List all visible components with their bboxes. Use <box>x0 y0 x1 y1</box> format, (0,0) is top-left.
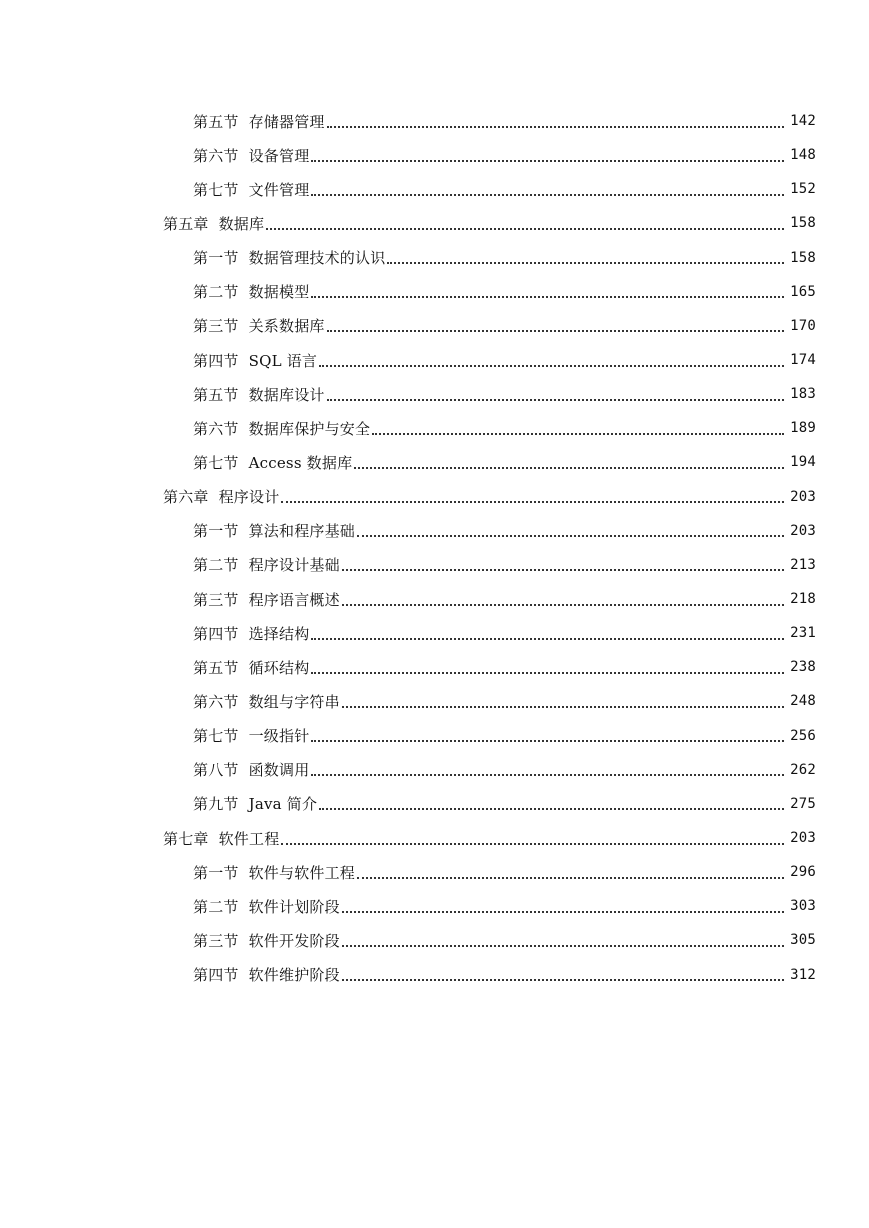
toc-leader-dots <box>311 159 784 162</box>
toc-leader-dots <box>354 466 784 469</box>
toc-entry-number: 第七章 <box>163 829 209 848</box>
toc-entry[interactable] <box>0 309 869 343</box>
toc-chapter-entry[interactable] <box>0 821 869 855</box>
toc-entry-label <box>163 828 279 849</box>
toc-entry[interactable] <box>0 514 869 548</box>
toc-entry-label <box>193 452 352 473</box>
toc-entry-number: 第七节 <box>193 453 239 472</box>
toc-leader-dots <box>281 500 784 503</box>
toc-entry-label <box>193 862 355 883</box>
toc-entry[interactable] <box>0 172 869 206</box>
toc-entry[interactable] <box>0 241 869 275</box>
toc-entry-title: 关系数据库 <box>248 317 325 336</box>
toc-entry-number: 第一节 <box>193 863 239 882</box>
toc-page-number: 256 <box>790 727 816 744</box>
toc-entry-label <box>193 725 309 746</box>
toc-page-number: 238 <box>790 659 816 676</box>
toc-entry-title: 程序语言概述 <box>248 590 340 609</box>
toc-leader-dots <box>327 125 784 128</box>
toc-entry-number: 第六节 <box>193 692 239 711</box>
toc-entry-number: 第六节 <box>193 146 239 165</box>
toc-entry-title: 软件与软件工程 <box>248 863 356 882</box>
toc-entry-title: Access 数据库 <box>248 453 353 472</box>
toc-entry-title: 设备管理 <box>248 146 310 165</box>
toc-entry-label <box>193 930 340 951</box>
toc-leader-dots <box>372 432 784 435</box>
toc-leader-dots <box>319 807 784 810</box>
toc-entry-label <box>193 179 309 200</box>
toc-entry-number: 第八节 <box>193 761 239 780</box>
toc-entry[interactable] <box>0 650 869 684</box>
toc-page-number: 203 <box>790 830 816 847</box>
toc-entry-title: 程序设计 <box>218 488 280 507</box>
toc-entry-title: 算法和程序基础 <box>248 522 356 541</box>
toc-entry[interactable] <box>0 411 869 445</box>
toc-entry-number: 第六章 <box>163 488 209 507</box>
toc-entry-label <box>193 623 309 644</box>
toc-entry-label <box>193 145 309 166</box>
toc-entry-title: 数据模型 <box>248 283 310 302</box>
toc-entry[interactable] <box>0 377 869 411</box>
toc-leader-dots <box>311 637 784 640</box>
toc-entry-number: 第三节 <box>193 317 239 336</box>
toc-page-number: 218 <box>790 591 816 608</box>
toc-entry-label <box>163 213 264 234</box>
toc-entry-number: 第二节 <box>193 897 239 916</box>
toc-entry-label <box>193 315 325 336</box>
toc-entry-label <box>193 896 340 917</box>
toc-entry-label <box>193 793 317 814</box>
toc-entry-number: 第四节 <box>193 624 239 643</box>
toc-leader-dots <box>281 842 784 845</box>
toc-leader-dots <box>342 705 784 708</box>
toc-entry-label <box>163 486 279 507</box>
toc-entry-title: 软件工程 <box>218 829 280 848</box>
toc-entry-title: 数据库保护与安全 <box>248 419 371 438</box>
toc-entry[interactable] <box>0 753 869 787</box>
toc-entry[interactable] <box>0 548 869 582</box>
toc-page-number: 152 <box>790 181 816 198</box>
toc-entry[interactable] <box>0 958 869 992</box>
toc-entry-label <box>193 247 385 268</box>
toc-leader-dots <box>342 944 784 947</box>
toc-leader-dots <box>342 978 784 981</box>
toc-entry-title: 数据库 <box>218 214 265 233</box>
toc-entry-title: 软件开发阶段 <box>248 931 340 950</box>
toc-entry[interactable] <box>0 616 869 650</box>
toc-entry-title: 选择结构 <box>248 624 310 643</box>
toc-entry[interactable] <box>0 445 869 479</box>
toc-page-number: 203 <box>790 522 816 539</box>
toc-leader-dots <box>327 329 784 332</box>
toc-page-number: 262 <box>790 761 816 778</box>
toc-entry-number: 第五章 <box>163 214 209 233</box>
toc-entry-number: 第一节 <box>193 249 239 268</box>
toc-entry[interactable] <box>0 138 869 172</box>
toc-entry-title: 数据库设计 <box>248 385 325 404</box>
toc-entry[interactable] <box>0 889 869 923</box>
toc-leader-dots <box>311 671 784 674</box>
toc-page-number: 148 <box>790 147 816 164</box>
toc-entry-number: 第二节 <box>193 556 239 575</box>
toc-entry-title: 程序设计基础 <box>248 556 340 575</box>
toc-leader-dots <box>319 364 784 367</box>
toc-page-number: 312 <box>790 966 816 983</box>
toc-leader-dots <box>342 568 784 571</box>
toc-entry[interactable] <box>0 104 869 138</box>
toc-entry-title: 文件管理 <box>248 180 310 199</box>
toc-entry-label <box>193 281 309 302</box>
toc-entry-label <box>193 520 355 541</box>
toc-entry[interactable] <box>0 719 869 753</box>
toc-entry-title: 一级指针 <box>248 727 310 746</box>
toc-entry-label <box>193 418 370 439</box>
toc-leader-dots <box>387 261 784 264</box>
toc-entry-title: 软件计划阶段 <box>248 897 340 916</box>
toc-entry[interactable] <box>0 582 869 616</box>
toc-page-number: 158 <box>790 249 816 266</box>
toc-entry-number: 第九节 <box>193 795 239 814</box>
toc-entry-label <box>193 759 309 780</box>
toc-entry-label <box>193 350 317 371</box>
toc-entry[interactable] <box>0 923 869 957</box>
toc-page-number: 189 <box>790 420 816 437</box>
toc-entry-number: 第三节 <box>193 931 239 950</box>
toc-entry-title: 数据管理技术的认识 <box>248 249 386 268</box>
toc-page-number: 158 <box>790 215 816 232</box>
toc-chapter-entry[interactable] <box>0 206 869 240</box>
toc-entry-number: 第五节 <box>193 112 239 131</box>
toc-entry-number: 第二节 <box>193 283 239 302</box>
toc-entry-label <box>193 589 340 610</box>
toc-leader-dots <box>311 295 784 298</box>
toc-entry-title: 函数调用 <box>248 761 310 780</box>
toc-page-number: 275 <box>790 795 816 812</box>
toc-entry-number: 第六节 <box>193 419 239 438</box>
toc-page-number: 296 <box>790 864 816 881</box>
toc-leader-dots <box>266 227 784 230</box>
toc-entry-label <box>193 964 340 985</box>
toc-entry[interactable] <box>0 343 869 377</box>
toc-entry-label <box>193 554 340 575</box>
toc-entry[interactable] <box>0 787 869 821</box>
toc-page-number: 303 <box>790 898 816 915</box>
toc-entry-number: 第五节 <box>193 385 239 404</box>
toc-page-number: 165 <box>790 283 816 300</box>
toc-leader-dots <box>342 603 784 606</box>
toc-entry-title: 存储器管理 <box>248 112 325 131</box>
toc-entry-number: 第四节 <box>193 966 239 985</box>
toc-leader-dots <box>357 534 784 537</box>
toc-entry-label <box>193 691 340 712</box>
toc-entry-number: 第四节 <box>193 351 239 370</box>
toc-entry-number: 第三节 <box>193 590 239 609</box>
toc-entry-title: 循环结构 <box>248 658 310 677</box>
toc-leader-dots <box>311 739 784 742</box>
toc-page-number: 174 <box>790 352 816 369</box>
toc-page-number: 183 <box>790 386 816 403</box>
toc-page-number: 194 <box>790 454 816 471</box>
toc-page-number: 203 <box>790 488 816 505</box>
toc-leader-dots <box>327 398 784 401</box>
toc-page-number: 248 <box>790 693 816 710</box>
toc-leader-dots <box>311 193 784 196</box>
toc-leader-dots <box>342 910 784 913</box>
table-of-contents <box>0 104 869 992</box>
toc-chapter-entry[interactable] <box>0 480 869 514</box>
toc-entry-title: 数组与字符串 <box>248 692 340 711</box>
toc-entry[interactable] <box>0 684 869 718</box>
toc-page-number: 213 <box>790 556 816 573</box>
toc-entry-number: 第五节 <box>193 658 239 677</box>
toc-entry-number: 第七节 <box>193 180 239 199</box>
toc-entry[interactable] <box>0 275 869 309</box>
toc-page-number: 170 <box>790 317 816 334</box>
toc-entry-label <box>193 111 325 132</box>
toc-page-number: 231 <box>790 625 816 642</box>
toc-entry-title: 软件维护阶段 <box>248 966 340 985</box>
toc-leader-dots <box>311 773 784 776</box>
toc-entry-title: SQL 语言 <box>248 351 318 370</box>
toc-entry-label <box>193 384 325 405</box>
toc-entry-label <box>193 657 309 678</box>
toc-entry-title: Java 简介 <box>248 795 318 814</box>
toc-entry-number: 第一节 <box>193 522 239 541</box>
toc-page-number: 305 <box>790 932 816 949</box>
toc-entry-number: 第七节 <box>193 727 239 746</box>
toc-page-number: 142 <box>790 113 816 130</box>
toc-leader-dots <box>357 876 784 879</box>
toc-entry[interactable] <box>0 855 869 889</box>
